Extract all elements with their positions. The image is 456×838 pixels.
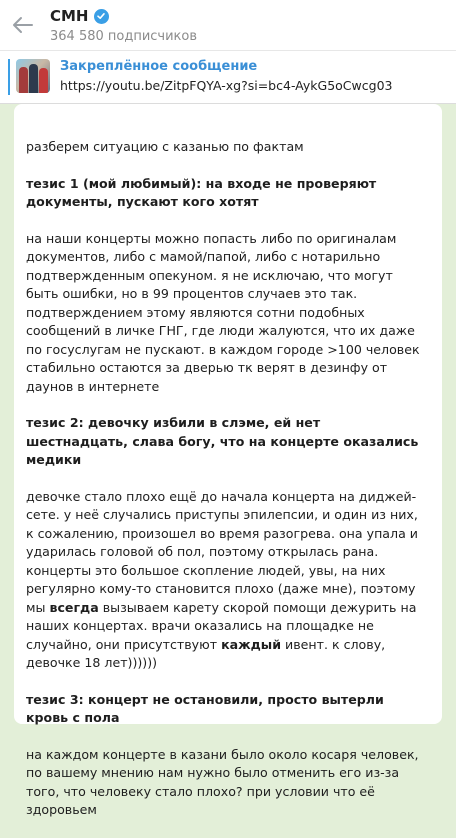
verified-badge-icon [94,9,109,24]
pinned-message-bar[interactable] [0,51,456,104]
thesis-2-body [26,488,426,673]
back-arrow-icon [12,16,34,34]
message-text [26,138,426,838]
back-button[interactable] [10,14,36,36]
thesis-2-text-b: вызываем карету скорой помощи дежурить на наших концертах. врачи оказались на площадке не случайно, они присутствуют [26,599,417,652]
thesis-2-text-c: ивент. к слову, девочке 18 лет)))))) [26,636,386,670]
chat-header [0,0,456,51]
channel-title[interactable] [50,7,109,25]
pinned-label: Закреплённое сообщение [60,59,258,74]
subscriber-count: 364 580 подписчиков [50,29,198,44]
thesis-1-body: на наши концерты можно попасть либо по оригиналам документов, либо с мамой/папой, либо с нотарильно подтвержденным опекуном. я не исключаю, что могут быть ошибки, но в 99 процентов случаев это так. подтверждением этому являются сотни подобных сообщений в личке ГНГ, где люди жалуются, что их даже по госуслугам не пускают. в каждом городе >100 человек стабильно остаются за дверью тк верят в дезинфу от даунов в интернете [26,230,420,394]
pinned-link[interactable]: https://youtu.be/ZitpFQYA-xg?si=bc4-AykG5oCwcg03 [60,78,393,93]
thesis-2-bold-always: всегда [49,599,99,615]
thesis-3-heading: тезис 3: концерт не остановили, просто вытерли кровь с пола [26,691,384,725]
thesis-2-text-a: девочке стало плохо ещё до начала концерта на диджей-сете. у неё случались приступы эпилепсии, и один из них, к сожалению, произошел во время разогрева. она упала и ударилась головой об пол, поэтому открылась рана. концерты это большое скопление людей, увы, на них регулярно кому-то становится плохо (даже мне), поэтому мы [26,488,418,615]
channel-name: СМН [50,7,89,25]
intro-paragraph: разберем ситуацию с казанью по фактам [26,139,304,154]
pinned-thumbnail [16,59,50,93]
thesis-3-body: на каждом концерте в казани было около косаря человек, по вашему мнению нам нужно было отменить его из-за того, что человеку стало плохо? при условии что её здоровьем [26,746,419,817]
thesis-2-bold-each: каждый [221,636,282,652]
thesis-2-heading: тезис 2: девочку избили в слэме, ей нет шестнадцать, слава богу, что на концерте оказались медики [26,415,419,467]
thesis-1-heading: тезис 1 (мой любимый): на входе не проверяют документы, пускают кого хотят [26,175,377,209]
pinned-indicator [8,59,10,95]
